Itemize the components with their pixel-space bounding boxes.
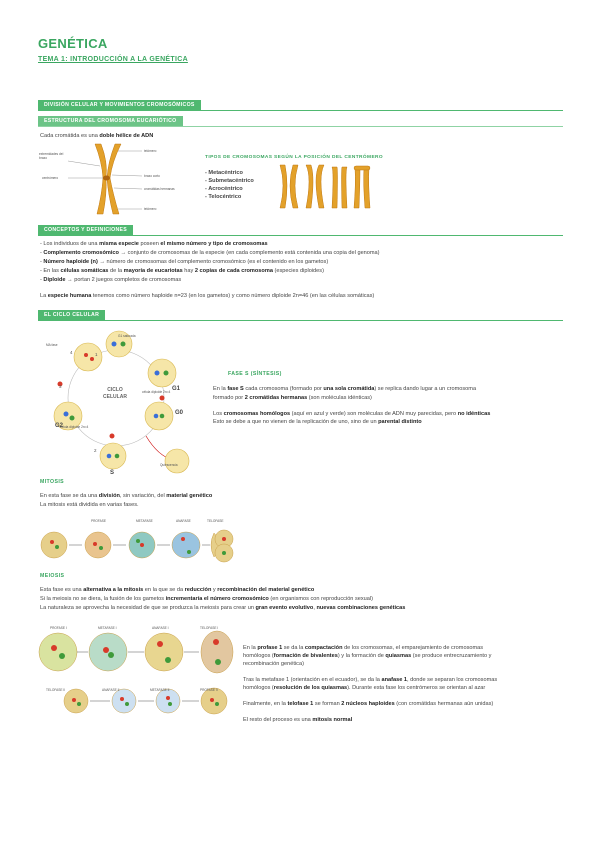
section-band-conceptos: CONCEPTOS Y DEFINICIONES (38, 225, 133, 236)
mitosis-phase-1: PROFASE (91, 519, 107, 523)
cycle-label-g0: G0 (175, 410, 184, 416)
fase-s-heading: FASE S (SÍNTESIS) (228, 371, 282, 377)
meiosis-phase-t2: TELOFASE II (46, 688, 66, 692)
cycle-num-4: 4 (70, 350, 73, 355)
type-acro: - Acrocéntrico (205, 186, 243, 192)
meiosis-figure (36, 630, 236, 722)
cycle-num-2: 2 (94, 448, 97, 453)
meiosis-line-3: La naturaleza se aprovecha la necesidad de que se produzca la meiosis para crear un gran evento evolutivo, nuevas combinaciones genéticas (40, 605, 406, 611)
concept-line-4: - En las células somáticas de la mayoría de eucariotas hay 2 copias de cada cromosoma (especies diploides) (40, 268, 324, 274)
cycle-label-g1: G1 (172, 386, 181, 392)
divider (38, 110, 563, 111)
cell-cycle-diagram (38, 326, 218, 476)
mitosis-phase-2: METAFASE (136, 519, 153, 523)
type-submeta: - Submetacéntrico (205, 178, 254, 184)
cycle-center-label: CICLO CELULAR (103, 387, 127, 400)
label-telomere-bottom: telómero (144, 207, 157, 211)
sub-band-estructura: ESTRUCTURA DEL CROMOSOMA EUCARIÓTICO (38, 116, 183, 127)
types-heading: TIPOS DE CROMOSOMAS SEGÚN LA POSICIÓN DEL CENTRÓMERO (205, 155, 384, 160)
cycle-label-left: célula diploide 2n=4 (60, 425, 89, 429)
label-short-arm: brazo corto (144, 174, 160, 178)
cycle-label-s-top: G1 saturada (118, 334, 136, 338)
fase-s-line-1: En la fase S cada cromosoma (formado por una sola cromátida) se replica dando lugar a un cromosoma (213, 386, 477, 392)
chromosome-types-figure (276, 163, 376, 211)
label-sister: cromátidas hermanas (144, 187, 175, 191)
section-band-division: DIVISIÓN CELULAR Y MOVIMIENTOS CROMOSÓMICOS (38, 100, 201, 111)
section-band-ciclo: EL CICLO CELULAR (38, 310, 105, 321)
meiosis-phase-t1: TELOFASE I (200, 626, 219, 630)
mitosis-figure (40, 525, 250, 565)
meiosis-p1-a: En la profase 1 se da la compactación de los cromosomas, el emparejamiento de cromosomas (243, 645, 484, 651)
fase-s-line-2: formado por 2 cromátidas hermanas (son moléculas idénticas) (213, 395, 372, 401)
cycle-label-quiescence: Quiescencia (160, 463, 178, 467)
label-ends: extremidades del brazo (39, 152, 64, 160)
meiosis-line-1: Esta fase es una alternativa a la mitosis en la que se da reducción y recombinación del material genético (40, 587, 315, 593)
label-centromere: centrómero (42, 176, 59, 180)
mitosis-heading: MITOSIS (40, 479, 65, 485)
type-meta: - Metacéntrico (205, 170, 243, 176)
intro-text: Cada cromátida es una doble hélice de ADN (40, 133, 154, 139)
mitosis-phase-4: TELOFASE (207, 519, 224, 523)
meiosis-phase-a1: ANAFASE I (152, 626, 169, 630)
concept-line-3: - Número haploide (n) → número de cromosomas del complemento cromosómico (es el contenido en los gametos) (40, 259, 329, 265)
type-telo: - Telocéntrico (205, 194, 242, 200)
meiosis-phase-p2: PROFASE II (200, 688, 218, 692)
meiosis-phase-p1: PROFASE I (50, 626, 67, 630)
label-telomere-top: telómero (144, 149, 157, 153)
concept-line-5: - Diploide → portan 2 juegos completos de cromosomas (40, 277, 182, 283)
fase-s-line-4: Esto se debe a que no vienen de la replicación de uno, sino de un parental distinto (213, 419, 422, 425)
meiosis-phase-m1: METAFASE I (98, 626, 117, 630)
mitosis-line-2: La mitosis está dividida en varias fases. (40, 502, 139, 508)
mitosis-line-1: En esta fase se da una división, sin variación, del material genético (40, 493, 213, 499)
meiosis-p1-b: homólogos (formación de bivalentes) y la formación de quiasmas (se produce entrecruzamiento y (243, 653, 492, 659)
page-title: GENÉTICA (38, 36, 108, 51)
meiosis-p2-b: homólogos (resolución de los quiasmas). Durante esta fase los centrómeros se orientan al azar (243, 685, 486, 691)
meiosis-p4: El resto del proceso es una mitosis normal (243, 717, 353, 723)
meiosis-heading: MEIOSIS (40, 573, 65, 579)
chromosome-diagram (40, 142, 210, 217)
fase-s-line-3: Los cromosomas homólogos (aquí en azul y verde) son moléculas de ADN muy parecidas, pero no idénticas (213, 411, 491, 417)
meiosis-p1-c: recombinación genética) (243, 661, 304, 667)
cycle-num-1: 1 (95, 352, 98, 357)
cycle-label-g2: G2 (55, 423, 64, 429)
divider (38, 235, 563, 236)
cycle-label-m: MA fase (46, 343, 58, 347)
concept-line-6: La especie humana tenemos como número haploide n=23 (en los gametos) y como número diploide 2n=46 (en las células somáticas) (40, 293, 375, 299)
divider (38, 320, 563, 321)
meiosis-line-2: Si la meiosis no se diera, la fusión de los gametos incrementaría el número cromosómico (en organismos con reproducción sexual) (40, 596, 374, 602)
meiosis-p2-a: Tras la metafase 1 (orientación en el ecuador), se da la anafase 1, donde se separan los cromosomas (243, 677, 498, 683)
concept-line-1: - Los individuos de una misma especie poseen el mismo número y tipo de cromosomas (40, 241, 268, 247)
concept-line-2: - Complemento cromosómico → conjunto de cromosomas de la especie (en cada complemento está contenida una copia del genoma) (40, 250, 380, 256)
mitosis-phase-3: ANAFASE (176, 519, 191, 523)
meiosis-phase-a2: ANAFASE II (102, 688, 120, 692)
meiosis-p3: Finalmente, en la telofase 1 se forman 2 núcleos haploides (con cromátidas hermanas aún unidas) (243, 701, 494, 707)
meiosis-phase-m2: METAFASE II (150, 688, 170, 692)
cycle-label-s: S (110, 470, 115, 476)
divider (38, 126, 563, 127)
cycle-num-3: 3 (59, 384, 62, 389)
page-subtitle: TEMA 1: INTRODUCCIÓN A LA GENÉTICA (38, 56, 188, 63)
cycle-label-right: célula diploide 2n=4 (142, 390, 171, 394)
